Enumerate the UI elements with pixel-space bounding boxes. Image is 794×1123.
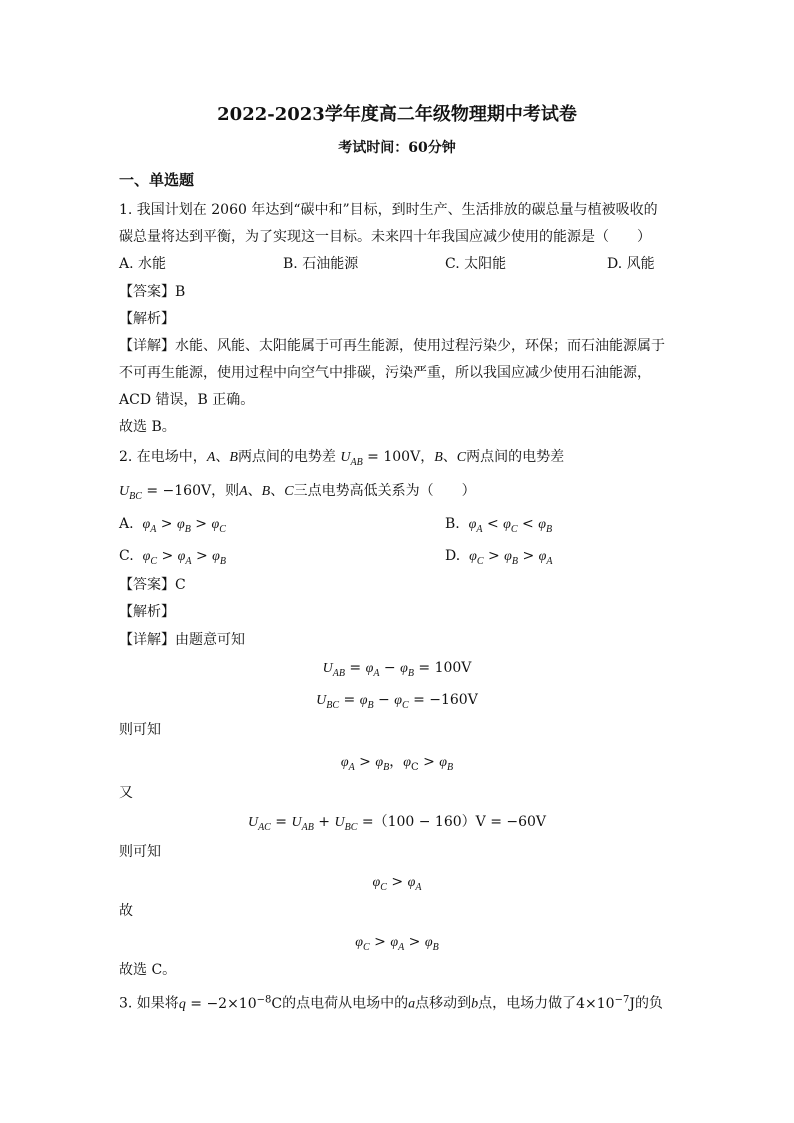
separator: 、 xyxy=(270,483,285,499)
q3-stem-text: 3. 如果将 xyxy=(119,995,179,1012)
separator: ， xyxy=(420,449,435,465)
q2-also: 又 xyxy=(119,785,133,801)
point-b: B xyxy=(434,450,443,465)
eq-ubc-given: $U_{BC} = -160V$ xyxy=(119,483,212,502)
exam-title: 2022-2023学年度高二年级物理期中考试卷 xyxy=(217,104,577,125)
point-b-lower: b xyxy=(471,996,479,1012)
separator: 、 xyxy=(442,449,457,465)
q1-detail-line2: 不可再生能源，使用过程中向空气中排碳，污染严重，所以我国应减少使用石油能源， xyxy=(119,365,651,381)
eq-charge: $q = -2\times 10^{-8}C$ xyxy=(178,994,283,1012)
q2-stem-text: 三点电势高低关系为（ ） xyxy=(293,483,476,499)
q3-stem-line1 xyxy=(119,990,663,1015)
q2-then1: 则可知 xyxy=(119,722,161,738)
eq-phi-final: $\varphi_C > \varphi_A > \varphi_B$ xyxy=(355,934,439,953)
q3-stem-text: 点移动到 xyxy=(415,995,472,1012)
section-heading: 一、单选题 xyxy=(119,171,195,189)
point-b: B xyxy=(229,450,238,465)
q2-analysis-label: 【解析】 xyxy=(119,604,175,620)
q2-answer: 【答案】C xyxy=(119,577,186,593)
q2-option-c: C. $\varphi_C > \varphi_A > \varphi_B$ xyxy=(119,548,226,567)
eq-uab-given: $U_{AB} = 100V$ xyxy=(340,449,421,468)
point-a: A xyxy=(239,484,248,499)
q1-answer: 【答案】B xyxy=(119,284,186,300)
q1-option-d: D. 风能 xyxy=(607,256,655,272)
q2-then2: 则可知 xyxy=(119,844,161,860)
separator: 、 xyxy=(215,449,230,465)
q1-option-a: A. 水能 xyxy=(119,256,167,272)
q2-option-b: B. $\varphi_A < \varphi_C < \varphi_B$ xyxy=(445,516,553,535)
q2-stem-line2 xyxy=(119,481,476,507)
option-letter: C. xyxy=(119,548,139,564)
separator: 、 xyxy=(247,483,262,499)
option-letter: D. xyxy=(445,548,465,564)
q1-option-b: B. 石油能源 xyxy=(283,256,359,272)
option-letter: A. xyxy=(119,516,139,532)
q2-conclusion: 故选 C。 xyxy=(119,962,177,978)
point-c: C xyxy=(456,450,467,465)
q1-stem-line2: 碳总量将达到平衡，为了实现这一目标。未来四十年我国应减少使用的能源是（ ） xyxy=(119,229,651,245)
point-c: C xyxy=(284,484,294,499)
eq-uac: $U_{AC} = U_{AB} + U_{BC} =(100 - 160)V = -60V$ xyxy=(247,814,547,833)
q1-conclusion: 故选 B。 xyxy=(119,419,176,435)
exam-time: 考试时间：60分钟 xyxy=(338,140,456,156)
q3-stem-text: 点，电场力做了 xyxy=(478,995,577,1012)
q1-detail-line1: 【详解】水能、风能、太阳能属于可再生能源，使用过程污染少，环保；而石油能源属于 xyxy=(119,338,665,354)
eq-work: $4\times 10^{-7}J$ xyxy=(576,994,635,1012)
q3-stem-text: 的点电荷从电场中的 xyxy=(282,995,409,1012)
eq-ubc: $U_{BC} = \varphi_B - \varphi_C = -160V$ xyxy=(316,692,478,711)
q2-option-d: D. $\varphi_C > \varphi_B > \varphi_A$ xyxy=(445,548,553,567)
point-b: B xyxy=(261,484,271,499)
q1-option-c: C. 太阳能 xyxy=(445,256,507,272)
q2-so: 故 xyxy=(119,903,133,919)
eq-uab: $U_{AB} = \varphi_A - \varphi_B = 100V$ xyxy=(322,660,472,679)
eq-phi-compare2: $\varphi_C > \varphi_A$ xyxy=(372,874,422,893)
q1-detail-line3: ACD 错误，B 正确。 xyxy=(119,392,255,408)
point-a-lower: a xyxy=(408,996,416,1012)
option-letter: B. xyxy=(445,516,465,532)
q2-stem-text: 两点间的电势差 xyxy=(237,449,336,465)
q2-detail: 【详解】由题意可知 xyxy=(119,632,245,648)
q2-stem-text: 2. 在电场中， xyxy=(119,449,207,465)
q2-stem-line1 xyxy=(119,447,564,473)
eq-phi-compare1: $\varphi_A > \varphi_B$，$\varphi_C > \varphi_B$ xyxy=(340,754,454,773)
q2-stem-text: 两点间的电势差 xyxy=(466,449,565,465)
q2-option-a: A. $\varphi_A > \varphi_B > \varphi_C$ xyxy=(119,516,226,535)
q1-stem-line1: 1. 我国计划在 2060 年达到“碳中和”目标，到时生产、生活排放的碳总量与植被吸收的 xyxy=(119,202,658,218)
q2-stem-text: ，则 xyxy=(211,483,240,499)
point-a: A xyxy=(206,450,216,465)
q1-analysis-label: 【解析】 xyxy=(119,311,175,327)
q3-stem-text: 的负 xyxy=(634,995,663,1012)
